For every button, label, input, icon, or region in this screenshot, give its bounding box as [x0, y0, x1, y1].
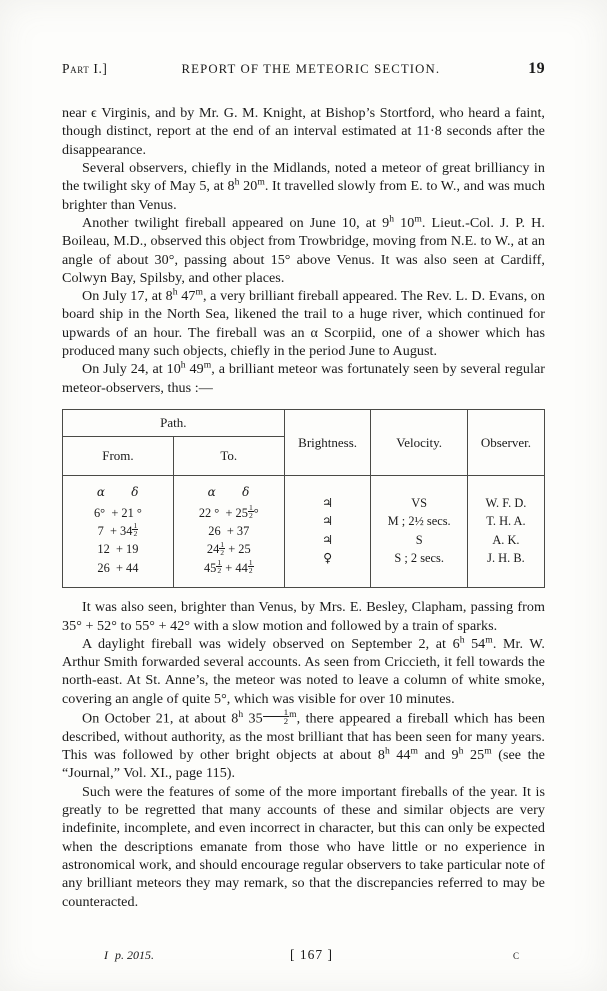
page-number: 19 [528, 60, 545, 77]
hour-superscript: h [180, 359, 186, 371]
cell-observer [467, 476, 544, 588]
paragraph-5-text-a: On July 24, at 10 [82, 361, 181, 378]
footer-roman-numeral: I [104, 948, 109, 962]
minute-superscript: m [410, 745, 419, 757]
cell-from-coordinates [63, 476, 174, 588]
footer-left-text: p. 2015. [115, 948, 154, 962]
hour-superscript: h [458, 745, 464, 757]
paragraph-4-text-c: , a very brilliant fireball appeared. The Rev. L. D. Evans, on board ship in the North Sea, likened the trail to a huge river, which continued for upwards of an hour. The fireball was an α Scorpiid, one of a shower which has produced many such objects, chiefly in the period June to August. [62, 288, 545, 360]
paragraph-8-text-a: On October 21, at about 8 [82, 710, 239, 727]
paragraph-3-text-b: 10 [394, 214, 415, 231]
column-header-observer: Observer. [467, 410, 544, 476]
to-row-1: 22 ° + 25 $\frac{1}{2}$ ° [198, 503, 259, 521]
column-header-path: Path. [63, 410, 285, 437]
to-row-4: 45 $\frac{1}{2}$ + 44 $\frac{1}{2}$ [203, 558, 253, 576]
paragraph-8-text-e: and 9 [418, 747, 459, 764]
paragraph-2-text-a: Several observers, chiefly in the Midlands, noted a meteor of great brilliancy in the twilight sky of May 5, at 8 [62, 159, 545, 195]
cell-velocity [371, 476, 467, 588]
paragraph-8-text-c: , there appeared a fireball which has been described, without authority, as the most brilliant that has been seen for many years. This was followed by other bright objects at about 8 [62, 710, 545, 764]
page-footer [62, 947, 545, 963]
velocity-row-4: S ; 2 secs. [394, 550, 444, 565]
velocity-row-1: VS [411, 495, 428, 510]
paragraph-9 [62, 783, 545, 911]
paragraph-9-text: Such were the features of some of the more important fireballs of the year. It is greatly to be regretted that many accounts of these and similar objects are very indefinite, incomplete, and even incorrect in character, but this can only be expected when the descriptions emanate from those who have little or no experience in astronomical work, and should encourage regular observers to take particular note of any brilliant meteors they may remark, so that the discrepancies referred to may be counteracted. [62, 783, 545, 910]
paragraph-8-text-f: 25 [463, 747, 485, 764]
from-row-4: 26 + 44 [97, 560, 139, 575]
paragraph-3-text-a: Another twilight fireball appeared on June 10, at 9 [82, 214, 390, 231]
paragraph-7-text-b: 54 [464, 635, 486, 652]
observer-row-2: T. H. A. [486, 514, 526, 529]
velocity-row-2: M ; 2½ secs. [387, 514, 451, 529]
paragraph-7-text-c: . Mr. W. Arthur Smith forwarded several accounts. As seen from Criccieth, it fell towards the north-east. At St. Anne’s, the meteor was noted to leave a column of white smoke, covering an angle of quite 5°, which was visible for over 10 minutes. [62, 635, 546, 707]
paragraph-2-text-b: 20 [239, 178, 258, 195]
paragraph-5 [62, 360, 545, 397]
brightness-row-4: ♀ [323, 549, 333, 565]
minute-superscript: m [195, 286, 203, 298]
column-header-brightness: Brightness. [284, 410, 371, 476]
from-row-3: 12 + 19 [97, 542, 139, 557]
paragraph-8-text-d: 44 [389, 747, 411, 764]
footer-left [62, 948, 241, 963]
velocity-row-3: S [415, 532, 423, 547]
column-header-velocity: Velocity. [371, 410, 467, 476]
brightness-row-2: ♃ [322, 513, 334, 529]
observer-row-4: J. H. B. [487, 550, 525, 565]
paragraph-4-text-a: On July 17, at 8 [82, 288, 173, 305]
cell-brightness [284, 476, 371, 588]
paragraph-5-text-b: 49 [185, 361, 204, 378]
paragraph-2-text-c: . It travelled slowly from E. to W., and was much brighter than Venus. [62, 178, 545, 213]
table-header-row-1 [63, 410, 545, 437]
alpha-delta-header-from: α δ [96, 485, 140, 499]
minute-superscript: m [484, 745, 492, 757]
column-header-to: To. [173, 437, 284, 476]
from-row-2: 7 + 34 $\frac{1}{2}$ [97, 521, 138, 539]
hour-superscript: h [234, 176, 240, 188]
to-row-2: 26 + 37 [208, 524, 250, 539]
hour-superscript: h [238, 708, 244, 720]
brightness-row-3: ♃ [322, 531, 334, 547]
paragraph-1-text: near ϵ Virginis, and by Mr. G. M. Knight, at Bishop’s Stortford, who heard a faint, though distinct, report at the end of an interval estimated at 11·8 seconds after the disappearance. [62, 105, 545, 158]
page-title: REPORT OF THE METEORIC SECTION. [181, 62, 441, 76]
paragraph-1 [62, 104, 545, 159]
cell-to-coordinates [173, 476, 284, 588]
paragraph-8-text-g: (see the “Journal,” Vol. XI., page 115). [62, 747, 545, 782]
body-text-lower [62, 598, 545, 911]
minute-superscript: m [257, 176, 265, 188]
footer-page-signature: [ 167 ] [290, 947, 333, 962]
minute-superscript: m [414, 213, 422, 225]
paragraph-8: On October 21, at about 8$^h$ 35 $\frac{1}{2}$ $^m$, there appeared a fireball which has been described, without authority, as the most brilliant that has been seen for many years. This was followed by other bright objects at about 8$^h$ 44$^m$ and 9$^h$ 25$^m$ (see the “Journal,” Vol. XI., page 115). [62, 707, 545, 782]
hour-superscript: h [459, 634, 465, 646]
paragraph-8-text-b: 35 [243, 710, 263, 727]
paragraph-6 [62, 598, 545, 635]
part-label: Part I.] [62, 61, 108, 76]
hour-superscript: h [172, 286, 178, 298]
brightness-row-1: ♃ [322, 494, 334, 510]
paragraph-5-text-c: , a brilliant meteor was fortunately seen by several regular meteor-observers, thus :— [62, 361, 545, 396]
from-row-1: 6° + 21 ° [93, 505, 142, 520]
body-text [62, 104, 545, 397]
paragraph-2 [62, 159, 545, 214]
paragraph-6-text: It was also seen, brighter than Venus, by Mrs. E. Besley, Clapham, passing from 35° + 52° to 55° + 42° with a slow motion and followed by a train of sparks. [62, 599, 545, 634]
to-row-3: 24 $\frac{1}{2}$ + 25 [206, 539, 251, 557]
running-head [62, 60, 545, 78]
footer-signature-letter: c [513, 947, 520, 962]
minute-superscript: m [289, 708, 297, 720]
hour-superscript: h [389, 213, 395, 225]
paragraph-3 [62, 214, 545, 287]
paragraph-4 [62, 287, 545, 360]
column-header-from: From. [63, 437, 174, 476]
paragraph-3-text-c: . Lieut.-Col. J. P. H. Boileau, M.D., observed this object from Trowbridge, moving from N.E. to W., at an angle of about 30°, passing about 15° above Venus. It was also seen at Cardiff, Colwyn Bay, Spilsby, and other places. [62, 214, 545, 286]
observer-row-3: A. K. [492, 532, 520, 547]
paragraph-7 [62, 635, 545, 708]
paragraph-7-text-a: A daylight fireball was widely observed on September 2, at 6 [82, 635, 460, 652]
minute-superscript: m [203, 359, 212, 371]
minute-superscript: m [485, 634, 493, 646]
alpha-delta-header-to: α δ [207, 485, 250, 499]
meteor-observations-table [62, 409, 545, 588]
hour-superscript: h [384, 745, 390, 757]
table-row [63, 476, 545, 588]
paragraph-4-text-b: 47 [177, 288, 196, 305]
observer-row-1: W. F. D. [485, 495, 527, 510]
